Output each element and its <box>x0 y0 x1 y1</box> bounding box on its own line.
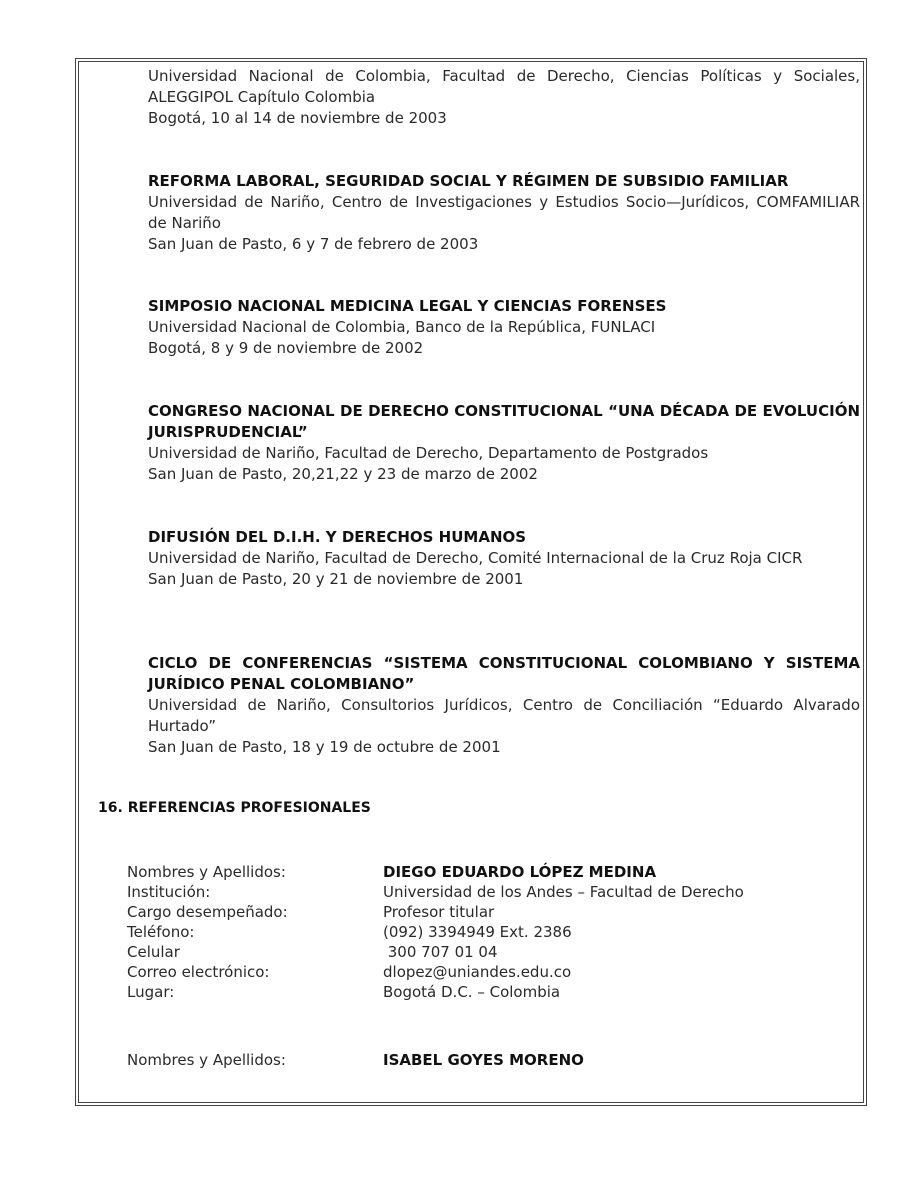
reference-row <box>127 942 744 962</box>
reference-label: Celular <box>127 943 180 961</box>
event-place-date: San Juan de Pasto, 20,21,22 y 23 de marzo de 2002 <box>148 465 538 483</box>
event-entry <box>148 401 860 485</box>
event-organizer: Universidad Nacional de Colombia, Banco de la República, FUNLACI <box>148 318 656 336</box>
event-entry <box>148 171 860 255</box>
event-organizer: Universidad de Nariño, Facultad de Derecho, Departamento de Postgrados <box>148 444 709 462</box>
event-organizer: Universidad de Nariño, Centro de Investigaciones y Estudios Socio—Jurídicos, COMFAMILIAR de Nariño <box>148 193 860 232</box>
reference-mobile: 300 707 01 04 <box>383 943 498 961</box>
event-title: DIFUSIÓN DEL D.I.H. Y DERECHOS HUMANOS <box>148 528 527 546</box>
reference-name: DIEGO EDUARDO LÓPEZ MEDINA <box>383 863 657 881</box>
event-title: SIMPOSIO NACIONAL MEDICINA LEGAL Y CIENCIAS FORENSES <box>148 297 667 315</box>
reference-row <box>127 902 744 922</box>
reference-row <box>127 962 744 982</box>
event-organizer: Universidad de Nariño, Consultorios Jurídicos, Centro de Conciliación “Eduardo Alvarado Hurtado” <box>148 696 860 735</box>
reference-row <box>127 982 744 1002</box>
reference-block <box>127 862 744 1002</box>
reference-label: Nombres y Apellidos: <box>127 1051 286 1069</box>
reference-row <box>127 922 744 942</box>
reference-label: Nombres y Apellidos: <box>127 863 286 881</box>
event-title: CONGRESO NACIONAL DE DERECHO CONSTITUCIONAL “UNA DÉCADA DE EVOLUCIÓN JURISPRUDENCIAL” <box>148 402 860 441</box>
reference-block <box>127 1050 584 1070</box>
event-place-date: San Juan de Pasto, 20 y 21 de noviembre de 2001 <box>148 570 524 588</box>
section-title: REFERENCIAS PROFESIONALES <box>127 800 371 816</box>
reference-row <box>127 862 744 882</box>
event-place-date: San Juan de Pasto, 6 y 7 de febrero de 2003 <box>148 235 479 253</box>
event-title: REFORMA LABORAL, SEGURIDAD SOCIAL Y RÉGIMEN DE SUBSIDIO FAMILIAR <box>148 172 789 190</box>
reference-row <box>127 1050 584 1070</box>
reference-location: Bogotá D.C. – Colombia <box>383 983 561 1001</box>
reference-name: ISABEL GOYES MORENO <box>383 1051 584 1069</box>
reference-email: dlopez@uniandes.edu.co <box>383 963 572 981</box>
reference-label: Lugar: <box>127 983 175 1001</box>
event-entry <box>148 653 860 758</box>
reference-label: Cargo desempeñado: <box>127 903 288 921</box>
event-entry <box>148 296 860 359</box>
event-entry <box>148 66 860 129</box>
event-place-date: Bogotá, 8 y 9 de noviembre de 2002 <box>148 339 424 357</box>
section-number: 16. <box>98 800 123 816</box>
reference-phone: (092) 3394949 Ext. 2386 <box>383 923 572 941</box>
reference-institution: Universidad de los Andes – Facultad de Derecho <box>383 883 744 901</box>
event-organizer: Universidad de Nariño, Facultad de Derecho, Comité Internacional de la Cruz Roja CICR <box>148 549 803 567</box>
event-place-date: Bogotá, 10 al 14 de noviembre de 2003 <box>148 109 447 127</box>
reference-label: Institución: <box>127 883 211 901</box>
reference-label: Correo electrónico: <box>127 963 270 981</box>
event-entry <box>148 527 860 590</box>
section-heading <box>98 800 371 816</box>
reference-row <box>127 882 744 902</box>
reference-label: Teléfono: <box>127 923 195 941</box>
event-organizer: Universidad Nacional de Colombia, Facultad de Derecho, Ciencias Políticas y Sociales, ALEGGIPOL Capítulo Colombia <box>148 67 860 106</box>
event-place-date: San Juan de Pasto, 18 y 19 de octubre de 2001 <box>148 738 501 756</box>
reference-position: Profesor titular <box>383 903 495 921</box>
event-title: CICLO DE CONFERENCIAS “SISTEMA CONSTITUCIONAL COLOMBIANO Y SISTEMA JURÍDICO PENAL COLOMBIANO” <box>148 654 860 693</box>
